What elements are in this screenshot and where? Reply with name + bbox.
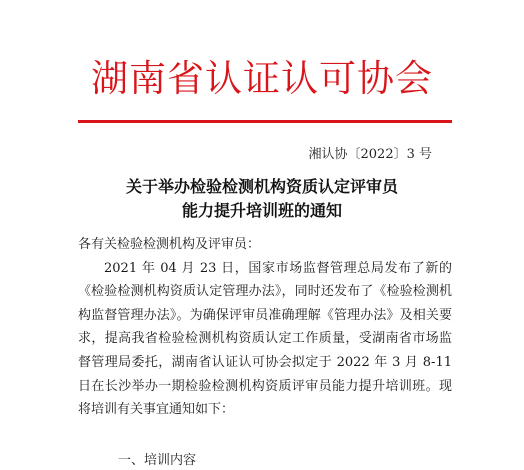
notice-title (0, 175, 524, 223)
notice-title-line-1: 关于举办检验检测机构资质认定评审员 (125, 177, 398, 196)
notice-body (78, 233, 452, 422)
salutation: 各有关检验检测机构及评审员： (78, 237, 261, 252)
masthead-title: 湖南省认证认可协会 (91, 57, 433, 100)
red-divider-line (78, 120, 452, 123)
document-number: 湘认协〔2022〕3 号 (308, 147, 432, 162)
notice-title-line-2: 能力提升培训班的通知 (181, 201, 342, 220)
section-heading-partial: 一、培训内容 (118, 453, 197, 468)
body-paragraph: 2021 年 04 月 23 日，国家市场监督管理总局发布了新的《检验检测机构资质认定管理办法》，同时还发布了《检验检测机构监督管理办法》。为确保评审员准确理解《管理办法》及相关要求，提高我省检验检测机构资质认定工作质量，受湖南省市场监督管理局委托，湖南省认证认可协会拟定于 2022 年 3 月 8-11 日在长沙举办一期检验检测机构资质评审员能力提升培训班。现将培训有关事宜通知如下： (78, 260, 452, 418)
